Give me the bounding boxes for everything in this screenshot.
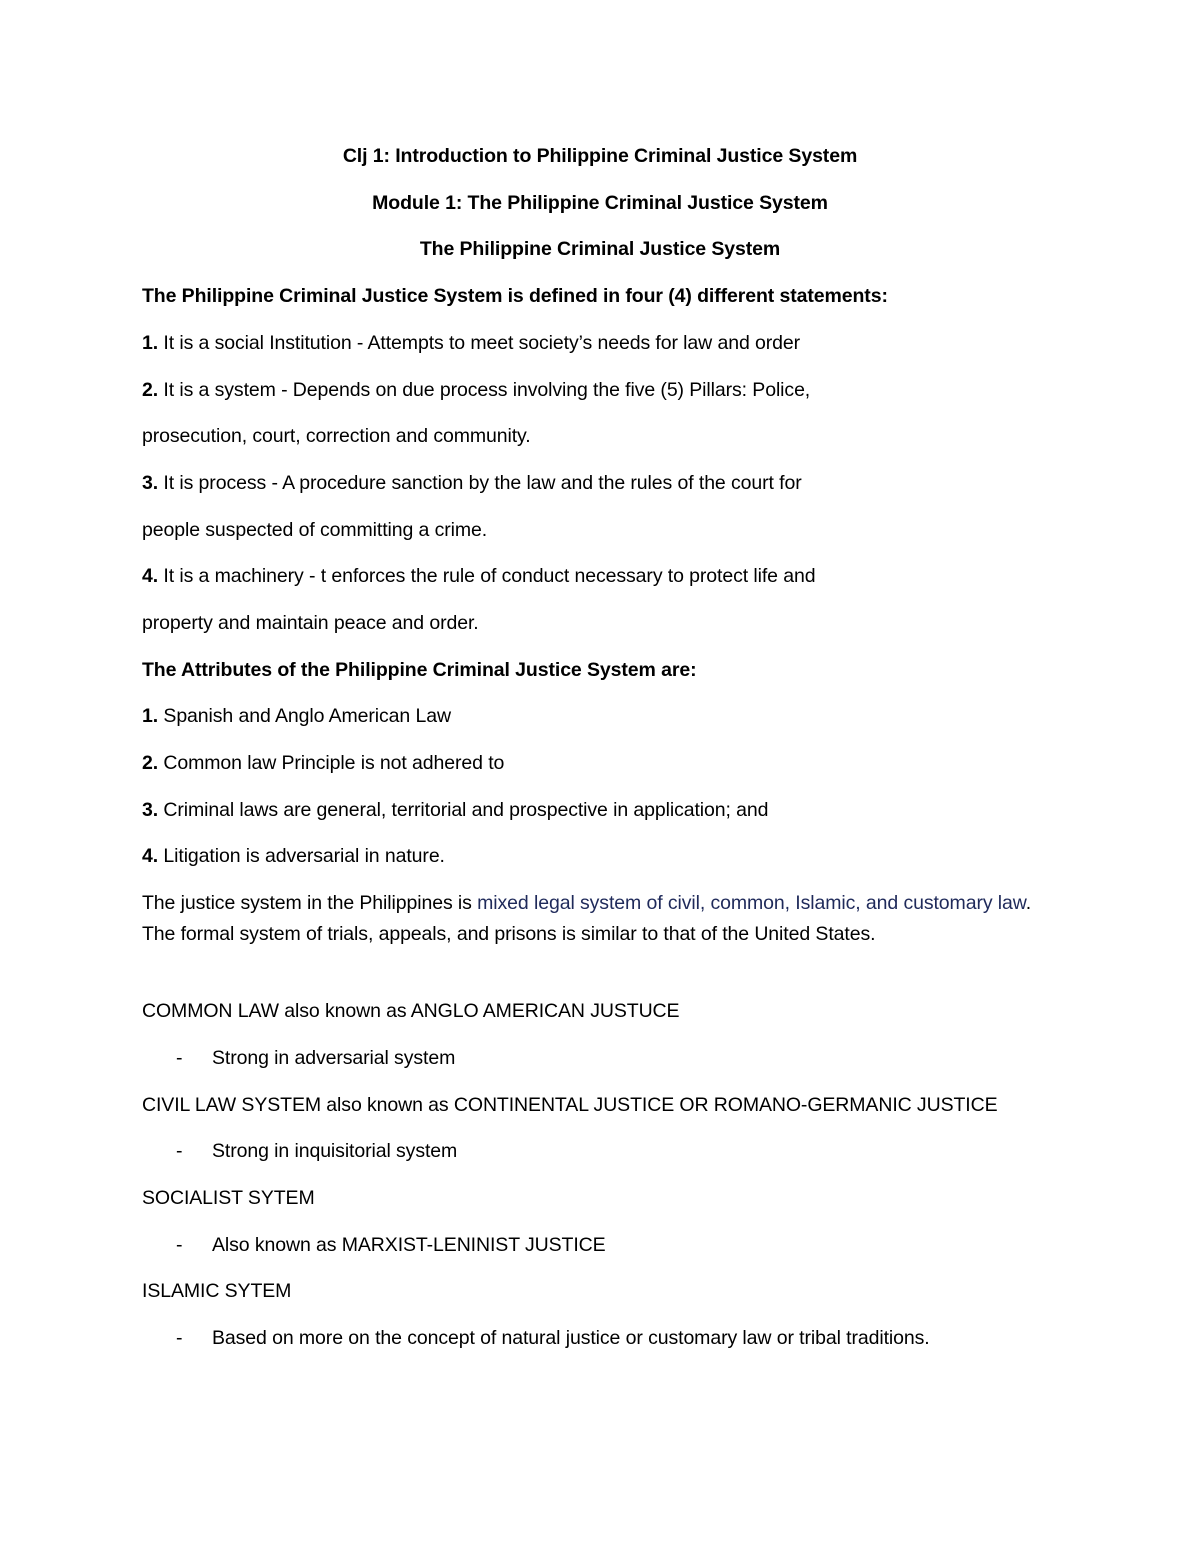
paragraph-highlight-text: mixed legal system of civil, common, Islamic, and customary law — [477, 892, 1026, 914]
attribute-item-1 — [142, 704, 451, 728]
attribute-item-2 — [142, 751, 504, 775]
list-item-text: It is a social Institution - Attempts to meet society’s needs for law and order — [163, 332, 801, 354]
module-title: Module 1: The Philippine Criminal Justice System — [372, 192, 828, 214]
definition-item-1 — [142, 331, 800, 355]
paragraph-text: The justice system in the Philippines is — [142, 892, 478, 914]
section-title: The Philippine Criminal Justice System — [419, 238, 781, 260]
system-heading-islamic: ISLAMIC SYTEM — [142, 1280, 292, 1302]
list-item-text: Spanish and Anglo American Law — [163, 705, 451, 727]
bullet-dash: - — [176, 1327, 183, 1349]
attributes-intro: The Attributes of the Philippine Criminal Justice System are: — [142, 659, 697, 681]
list-item-text: It is a system - Depends on due process involving the five (5) Pillars: Police, — [163, 379, 811, 401]
system-detail-civil-law: Strong in inquisitorial system — [212, 1140, 458, 1162]
attribute-item-4 — [142, 844, 445, 868]
definition-item-3 — [142, 471, 802, 495]
paragraph-text: . The formal system of trials, appeals, and prisons is similar to that of the United States. — [142, 892, 1032, 945]
list-item-text: Criminal laws are general, territorial and prospective in application; and — [163, 799, 769, 821]
system-heading-civil-law: CIVIL LAW SYSTEM also known as CONTINENTAL JUSTICE OR ROMANO-GERMANIC JUSTICE — [142, 1094, 998, 1116]
definition-intro: The Philippine Criminal Justice System is defined in four (4) different statements: — [142, 285, 888, 307]
definition-item-2-continued: prosecution, court, correction and community. — [142, 425, 531, 447]
definition-item-4 — [142, 564, 815, 588]
system-detail-socialist: Also known as MARXIST-LENINIST JUSTICE — [212, 1234, 606, 1256]
list-number: 2. — [142, 752, 159, 774]
bullet-dash: - — [176, 1047, 183, 1069]
attribute-item-3 — [142, 798, 768, 822]
justice-system-paragraph — [142, 888, 1057, 950]
list-number: 2. — [142, 379, 159, 401]
list-item-text: Litigation is adversarial in nature. — [163, 845, 445, 867]
system-detail-common-law: Strong in adversarial system — [212, 1047, 456, 1069]
list-item-text: It is process - A procedure sanction by the law and the rules of the court for — [163, 472, 802, 494]
list-number: 4. — [142, 565, 159, 587]
system-heading-socialist: SOCIALIST SYTEM — [142, 1187, 315, 1209]
system-detail-islamic: Based on more on the concept of natural justice or customary law or tribal traditions. — [212, 1327, 930, 1349]
list-item-text: It is a machinery - t enforces the rule of conduct necessary to protect life and — [163, 565, 816, 587]
list-number: 3. — [142, 472, 159, 494]
list-number: 3. — [142, 799, 159, 821]
course-title: Clj 1: Introduction to Philippine Criminal Justice System — [342, 145, 858, 167]
list-item-text: Common law Principle is not adhered to — [163, 752, 505, 774]
bullet-dash: - — [176, 1234, 183, 1256]
definition-item-3-continued: people suspected of committing a crime. — [142, 519, 488, 541]
bullet-dash: - — [176, 1140, 183, 1162]
list-number: 1. — [142, 332, 159, 354]
system-heading-common-law: COMMON LAW also known as ANGLO AMERICAN JUSTUCE — [142, 1000, 680, 1022]
list-number: 4. — [142, 845, 159, 867]
list-number: 1. — [142, 705, 159, 727]
definition-item-4-continued: property and maintain peace and order. — [142, 612, 479, 634]
definition-item-2 — [142, 378, 810, 402]
